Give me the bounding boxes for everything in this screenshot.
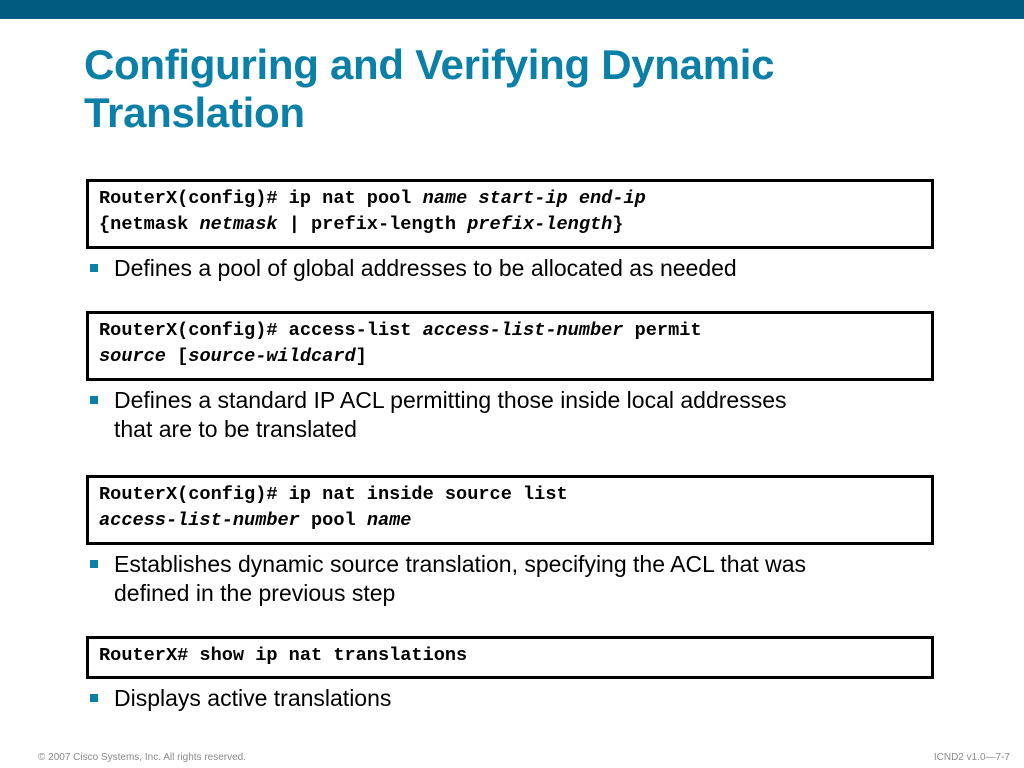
- square-bullet-icon: [90, 264, 98, 272]
- top-banner: [0, 0, 1024, 19]
- command-argument: access-list-number: [422, 320, 624, 341]
- bullet-item: [90, 386, 910, 444]
- bullet-text-line-1: Establishes dynamic source translation, specifying the ACL that was: [114, 551, 807, 577]
- command-line: access-list-number pool name: [99, 510, 412, 531]
- command-line: {netmask netmask | prefix-length prefix-length}: [99, 214, 624, 235]
- command-line: source [source-wildcard]: [99, 346, 367, 367]
- bullet-text-line-1: Defines a standard IP ACL permitting those inside local addresses: [114, 387, 787, 413]
- square-bullet-icon: [90, 560, 98, 568]
- bullet-item: [90, 550, 910, 608]
- title-line-1: Configuring and Verifying Dynamic: [84, 41, 775, 88]
- bullet-text: Defines a pool of global addresses to be allocated as needed: [114, 255, 737, 281]
- command-argument: start-ip: [478, 188, 568, 209]
- command-argument: source-wildcard: [188, 346, 356, 367]
- square-bullet-icon: [90, 694, 98, 702]
- bullet-item: [90, 684, 910, 713]
- command-line: RouterX(config)# ip nat inside source list: [99, 484, 568, 505]
- square-bullet-icon: [90, 396, 98, 404]
- command-argument: name: [366, 510, 412, 531]
- footer-copyright: © 2007 Cisco Systems, Inc. All rights reserved.: [38, 752, 247, 763]
- command-argument: prefix-length: [467, 214, 613, 235]
- bullet-text-line-2: defined in the previous step: [114, 580, 396, 606]
- command-box-show-ip-nat-translations: [86, 636, 934, 679]
- slide-title: [84, 41, 984, 137]
- command-argument: name: [422, 188, 468, 209]
- command-line: RouterX(config)# ip nat pool name start-ip end-ip: [99, 188, 646, 209]
- command-box-ip-nat-inside-source: [86, 475, 934, 545]
- bullet-text-line-2: that are to be translated: [114, 416, 357, 442]
- command-box-ip-nat-pool: [86, 179, 934, 249]
- command-argument: source: [99, 346, 166, 367]
- bullet-text: Displays active translations: [114, 685, 392, 711]
- command-argument: access-list-number: [99, 510, 300, 531]
- title-line-2: Translation: [84, 89, 305, 136]
- command-argument: end-ip: [578, 188, 646, 209]
- command-box-access-list: [86, 311, 934, 381]
- command-line: RouterX# show ip nat translations: [99, 645, 468, 666]
- footer-slide-id: ICND2 v1.0—7-7: [933, 752, 1010, 763]
- bullet-item: [90, 254, 910, 283]
- command-argument: netmask: [199, 214, 278, 235]
- command-line: RouterX(config)# access-list access-list-number permit: [99, 320, 702, 341]
